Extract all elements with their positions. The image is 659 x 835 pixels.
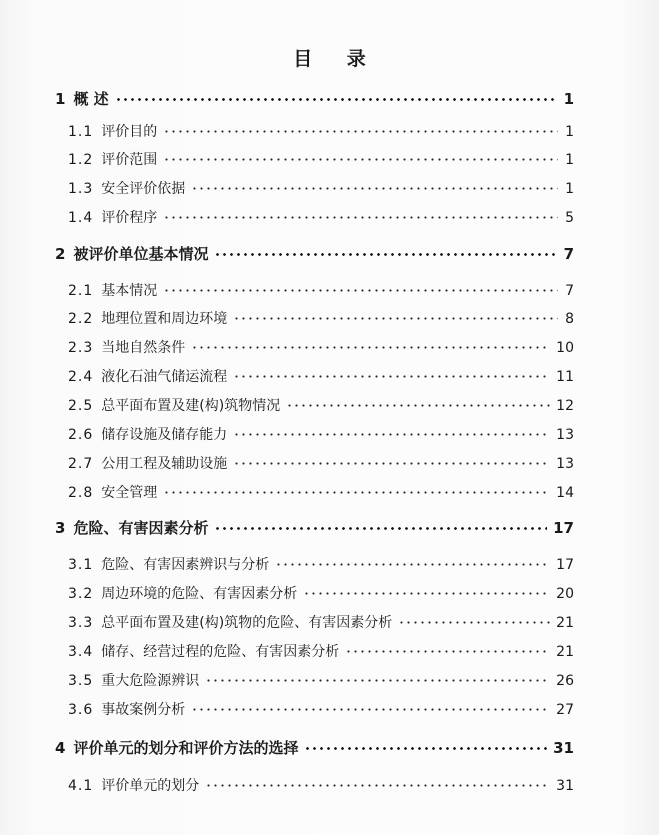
entry-page: 17: [553, 519, 574, 537]
toc-entry-3[interactable]: [55, 517, 574, 539]
toc-title: 目 录: [293, 48, 380, 70]
toc-entry-2-3[interactable]: [68, 337, 574, 359]
entry-label: 评价范围: [101, 152, 158, 168]
entry-page: 11: [556, 369, 574, 385]
entry-number: 2.2: [68, 311, 94, 327]
entry-number: 4: [55, 739, 66, 757]
entry-number: 2.7: [68, 456, 94, 472]
dot-leader: [163, 130, 558, 133]
entry-number: 2: [55, 245, 66, 263]
dot-leader: [205, 784, 550, 787]
entry-number: 4.1: [68, 778, 94, 794]
dot-leader: [233, 433, 550, 436]
entry-label: 事故案例分析: [101, 702, 186, 718]
entry-page: 7: [565, 283, 574, 299]
toc-entry-2-6[interactable]: [68, 424, 574, 446]
entry-page: 21: [556, 644, 574, 660]
entry-page: 1: [563, 90, 574, 108]
entry-number: 2.5: [68, 398, 94, 414]
toc-entry-1-3[interactable]: [68, 178, 574, 200]
entry-label: 评价程序: [101, 210, 158, 226]
dot-leader: [191, 708, 550, 711]
entry-number: 1.1: [68, 124, 94, 140]
entry-number: 3.2: [68, 586, 94, 602]
dot-leader: [233, 462, 550, 465]
entry-page: 21: [556, 615, 574, 631]
entry-number: 3.3: [68, 615, 94, 631]
entry-page: 20: [556, 586, 574, 602]
dot-leader: [286, 404, 550, 407]
toc-entry-2-5[interactable]: [68, 395, 574, 417]
entry-page: 7: [563, 245, 574, 263]
toc-entry-1-4[interactable]: [68, 207, 574, 229]
entry-page: 1: [565, 124, 574, 140]
entry-number: 3.5: [68, 673, 94, 689]
entry-label: 重大危险源辨识: [101, 673, 200, 689]
toc-entry-2[interactable]: [55, 243, 574, 265]
dot-leader: [214, 253, 557, 256]
dot-leader: [345, 650, 550, 653]
dot-leader: [233, 317, 558, 320]
entry-page: 27: [556, 702, 574, 718]
entry-page: 12: [556, 398, 574, 414]
toc-entry-3-2[interactable]: [68, 583, 574, 605]
entry-page: 13: [556, 427, 574, 443]
dot-leader: [163, 289, 558, 292]
entry-number: 3.6: [68, 702, 94, 718]
toc-entry-3-5[interactable]: [68, 670, 574, 692]
toc-entry-2-7[interactable]: [68, 453, 574, 475]
dot-leader: [163, 158, 558, 161]
dot-leader: [303, 592, 550, 595]
entry-number: 1.2: [68, 152, 94, 168]
entry-label: 当地自然条件: [101, 340, 186, 356]
entry-number: 3.1: [68, 557, 94, 573]
entry-label: 总平面布置及建(构)筑物情况: [101, 398, 281, 414]
dot-leader: [191, 187, 558, 190]
entry-label: 危险、有害因素辨识与分析: [101, 557, 270, 573]
entry-label: 评价单元的划分: [101, 778, 200, 794]
dot-leader: [205, 679, 550, 682]
entry-number: 1: [55, 90, 66, 108]
entry-number: 2.8: [68, 485, 94, 501]
dot-leader: [163, 216, 558, 219]
entry-label: 被评价单位基本情况: [73, 245, 209, 263]
toc-entry-2-8[interactable]: [68, 482, 574, 504]
entry-page: 1: [565, 152, 574, 168]
toc-entry-2-1[interactable]: [68, 280, 574, 302]
entry-page: 8: [565, 311, 574, 327]
entry-label: 地理位置和周边环境: [101, 311, 228, 327]
toc-entry-3-3[interactable]: [68, 612, 574, 634]
dot-leader: [214, 527, 547, 530]
toc-entry-2-2[interactable]: [68, 308, 574, 330]
entry-number: 2.3: [68, 340, 94, 356]
entry-number: 3.4: [68, 644, 94, 660]
entry-number: 1.4: [68, 210, 94, 226]
dot-leader: [304, 747, 547, 750]
toc-entry-1-1[interactable]: [68, 121, 574, 143]
entry-page: 17: [556, 557, 574, 573]
toc-entry-3-1[interactable]: [68, 554, 574, 576]
entry-label: 储存、经营过程的危险、有害因素分析: [101, 644, 340, 660]
entry-label: 评价单元的划分和评价方法的选择: [73, 739, 299, 757]
toc-entry-4-1[interactable]: [68, 775, 574, 797]
dot-leader: [398, 621, 550, 624]
entry-number: 2.4: [68, 369, 94, 385]
toc-entry-2-4[interactable]: [68, 366, 574, 388]
entry-label: 基本情况: [101, 283, 158, 299]
entry-page: 5: [565, 210, 574, 226]
entry-label: 概 述: [73, 90, 109, 108]
entry-number: 1.3: [68, 181, 94, 197]
entry-label: 周边环境的危险、有害因素分析: [101, 586, 298, 602]
entry-label: 评价目的: [101, 124, 158, 140]
entry-number: 2.6: [68, 427, 94, 443]
dot-leader: [163, 491, 550, 494]
dot-leader: [233, 375, 550, 378]
entry-label: 公用工程及辅助设施: [101, 456, 228, 472]
entry-number: 2.1: [68, 283, 94, 299]
entry-page: 13: [556, 456, 574, 472]
toc-entry-4[interactable]: [55, 737, 574, 759]
toc-entry-1-2[interactable]: [68, 149, 574, 171]
entry-label: 安全评价依据: [101, 181, 186, 197]
dot-leader: [275, 563, 550, 566]
entry-label: 液化石油气储运流程: [101, 369, 228, 385]
entry-label: 总平面布置及建(构)筑物的危险、有害因素分析: [101, 615, 393, 631]
toc-entry-1[interactable]: [55, 88, 574, 110]
entry-page: 31: [556, 778, 574, 794]
entry-label: 储存设施及储存能力: [101, 427, 228, 443]
entry-number: 3: [55, 519, 66, 537]
entry-page: 1: [565, 181, 574, 197]
entry-page: 31: [553, 739, 574, 757]
toc-entry-3-4[interactable]: [68, 641, 574, 663]
entry-label: 危险、有害因素分析: [73, 519, 209, 537]
entry-label: 安全管理: [101, 485, 158, 501]
toc-entry-3-6[interactable]: [68, 699, 574, 721]
dot-leader: [191, 346, 550, 349]
entry-page: 10: [556, 340, 574, 356]
dot-leader: [115, 98, 558, 101]
entry-page: 26: [556, 673, 574, 689]
entry-page: 14: [556, 485, 574, 501]
